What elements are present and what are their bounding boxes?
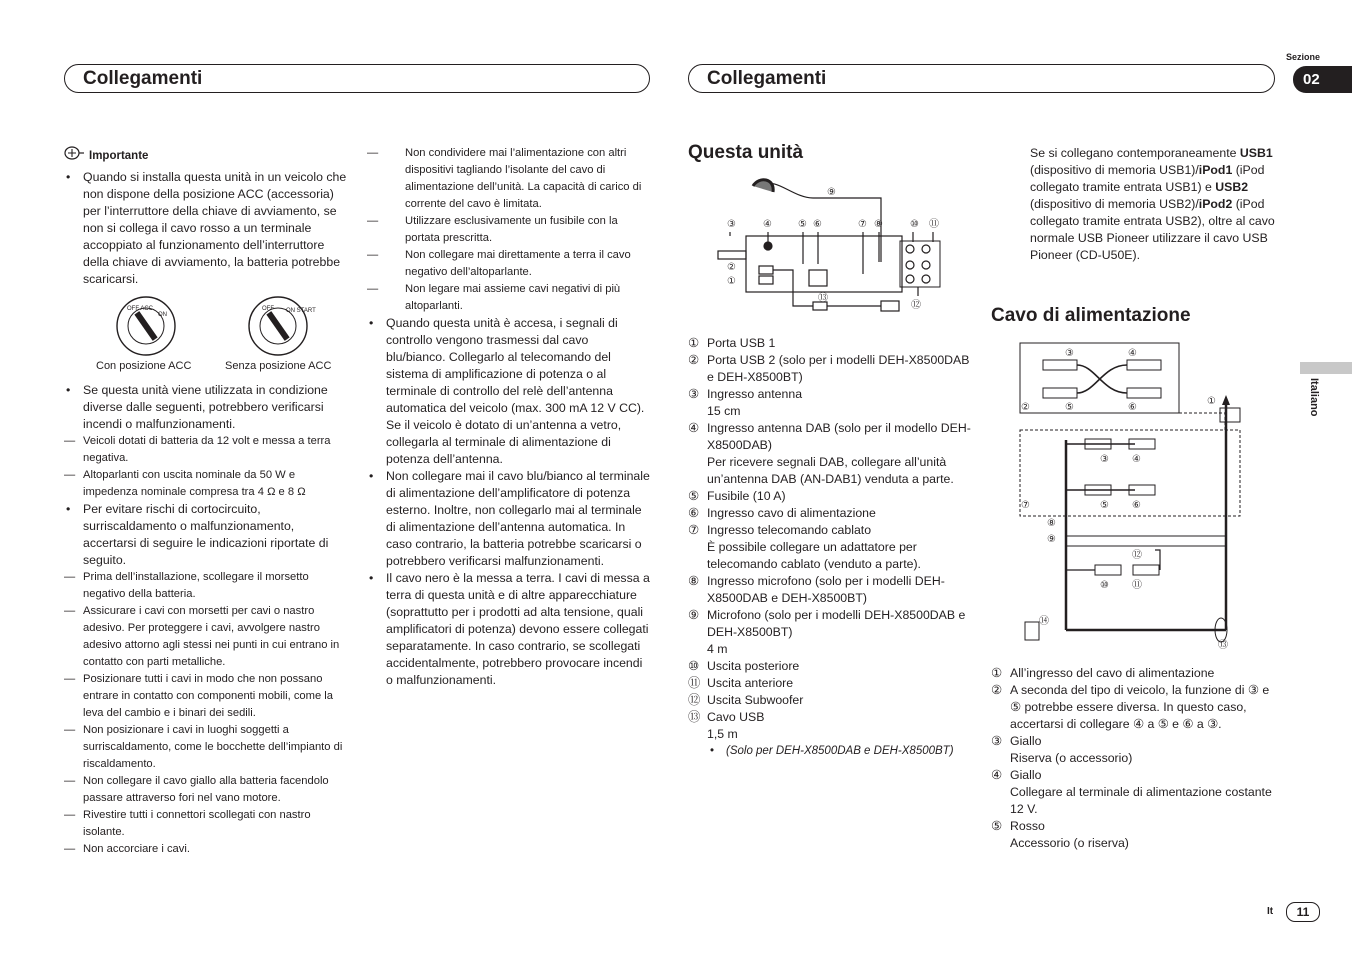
legend-item: ① All’ingresso del cavo di alimentazione xyxy=(991,666,1215,680)
dash-item: — Non condividere mai l’alimentazione con altri dispositivi tagliando l’isolante del cavo di alimentazione dell’unità. La capacità di carico di corrente del cavo è limitata. xyxy=(367,145,650,213)
power-legend xyxy=(991,665,1275,852)
bullet-short-circuit: • Per evitare rischi di cortocircuito, surriscaldamento o malfunzionamento, accertarsi di seguire le indicazioni riportate di seguito. xyxy=(64,501,347,569)
side-language-label: Italiano xyxy=(1308,378,1320,417)
ignition-acc-icon xyxy=(116,296,176,356)
dash-item: — Non posizionare i cavi in luoghi soggetti a surriscaldamento, come le bocchette dell’impianto di riscaldamento. xyxy=(64,722,347,773)
diagram-label: ② xyxy=(1021,402,1030,413)
diagram-label: ⑪ xyxy=(1132,580,1142,591)
bullet-acc: • Quando si installa questa unità in un veicolo che non dispone della posizione ACC (accessoria) per l’interruttore della chiave di avviamento, se non si collega il cavo rosso a un terminale accoppiato al funzionamento dell’interruttore della chiave di avviamento, la batteria potrebbe scaricarsi. xyxy=(64,169,347,288)
column-1 xyxy=(64,146,347,858)
legend-item: È possibile collegare un adattatore per telecomando cablato (venduto a parte). xyxy=(707,540,921,571)
legend-item: ⑦ Ingresso telecomando cablato xyxy=(688,523,872,537)
dash-item: — Non collegare mai direttamente a terra il cavo negativo dell’altoparlante. xyxy=(367,247,650,281)
sezione-label: Sezione xyxy=(1285,52,1320,62)
legend-item: Accessorio (o riserva) xyxy=(1010,836,1129,850)
diagram-label: ① xyxy=(1207,396,1216,407)
diagram-label: ③ xyxy=(727,219,736,230)
bullet-ground: • Il cavo nero è la messa a terra. I cavi di messa a terra di questa unità e di altre apparecchiature (soprattutto per i prodotti ad alta tensione, quali amplificatori di potenza) devono essere collegati separatamente. In caso contrario, se scollegati accidentalmente, potrebbero provocare incendi o malfunzionamenti. xyxy=(367,570,650,689)
caption-no-acc: Senza posizione ACC xyxy=(225,360,332,372)
legend-item: ⑤ Rosso xyxy=(991,819,1045,833)
dash-item: — Veicoli dotati di batteria da 12 volt e messa a terra negativa. xyxy=(64,433,347,467)
diagram-label: ⑧ xyxy=(1047,518,1056,529)
legend-item: ③ Ingresso antenna xyxy=(688,387,803,401)
diagram-label: ⑦ xyxy=(858,219,867,230)
bullet-conditions: • Se questa unità viene utilizzata in condizione diverse dalle seguenti, potrebbero verificarsi incendi o malfunzionamenti. xyxy=(64,382,347,433)
legend-item: 1,5 m xyxy=(707,727,738,741)
column-2 xyxy=(367,145,650,689)
dash-item: — Altoparlanti con uscita nominale da 50 W e impedenza nominale compresa tra 4 Ω e 8 Ω xyxy=(64,467,347,501)
legend-item: ⑧ Ingresso microfono (solo per i modelli DEH-X8500DAB e DEH-X8500BT) xyxy=(688,574,945,605)
legend-item: ④ Ingresso antenna DAB (solo per il modello DEH-X8500DAB) xyxy=(688,421,971,452)
legend-item: ⑨ Microfono (solo per i modelli DEH-X8500DAB e DEH-X8500BT) xyxy=(688,608,966,639)
diagram-label: ⑪ xyxy=(929,219,939,230)
dash-item: — Rivestire tutti i connettori scollegati con nastro isolante. xyxy=(64,807,347,841)
diagram-label: ⑥ xyxy=(1128,402,1137,413)
ignition-no-acc-icon xyxy=(248,296,316,356)
dash-item: — Non accorciare i cavi. xyxy=(64,841,347,858)
dash-item: — Utilizzare esclusivamente un fusibile con la portata prescritta. xyxy=(367,213,650,247)
questa-unita-heading: Questa unità xyxy=(688,142,804,163)
legend-item: 4 m xyxy=(707,642,728,656)
legend-item: Per ricevere segnali DAB, collegare all’unità un’antenna DAB (AN-DAB1) venduta a parte. xyxy=(707,455,954,486)
legend-item: ⑥ Ingresso cavo di alimentazione xyxy=(688,506,876,520)
dash-item: — Prima dell’installazione, scollegare il morsetto negativo della batteria. xyxy=(64,569,347,603)
diagram-label: ⑨ xyxy=(1047,534,1056,545)
caption-acc: Con posizione ACC xyxy=(96,360,192,372)
svg-text:OFF ACC: OFF ACC xyxy=(127,306,154,312)
legend-item: ⑩ Uscita posteriore xyxy=(688,659,800,673)
diagram-label: ① xyxy=(727,276,736,287)
diagram-label: ⑩ xyxy=(910,219,919,230)
diagram-label: ⑧ xyxy=(874,219,883,230)
diagram-label: ④ xyxy=(1132,454,1141,465)
legend-item: Riserva (o accessorio) xyxy=(1010,751,1133,765)
dash-item: — Posizionare tutti i cavi in modo che non possano entrare in contatto con componenti mobili, come la leva del cambio e i binari dei sedili. xyxy=(64,671,347,722)
importante-label: Importante xyxy=(89,150,149,163)
power-cable-diagram xyxy=(1015,340,1255,652)
svg-text:ON: ON xyxy=(158,312,167,318)
unit-legend xyxy=(688,335,978,760)
diagram-label: ⑥ xyxy=(1132,500,1141,511)
diagram-label: ⑭ xyxy=(1039,616,1049,627)
section-header-right xyxy=(688,64,1275,93)
legend-item: ① Porta USB 1 xyxy=(688,336,776,350)
diagram-label: ⑦ xyxy=(1021,500,1030,511)
diagram-label: ⑫ xyxy=(911,300,921,311)
svg-text:ON START: ON START xyxy=(286,308,316,314)
dash-item: — Non collegare il cavo giallo alla batteria facendolo passare attraverso fori nel vano motore. xyxy=(64,773,347,807)
diagram-label: ⑩ xyxy=(1100,580,1109,591)
hand-warning-icon xyxy=(64,146,86,166)
usb-paragraph: Se si collegano contemporaneamente USB1 (dispositivo di memoria USB1)/iPod1 (iPod collegato tramite entrata USB1) e USB2 (dispositivo di memoria USB2)/iPod2 (iPod collegato tramite entrata USB2), oltre al cavo normale USB Pioneer utilizzare il cavo USB Pioneer (CD-U50E). xyxy=(1030,146,1275,262)
unit-connections-diagram xyxy=(713,176,953,326)
legend-item: ④ Giallo xyxy=(991,768,1042,782)
diagram-label: ④ xyxy=(763,219,772,230)
diagram-label: ③ xyxy=(1065,348,1074,359)
diagram-label: ⑥ xyxy=(813,219,822,230)
section-header-left xyxy=(64,64,650,93)
diagram-label: ⑤ xyxy=(798,219,807,230)
diagram-label: ⑨ xyxy=(827,187,836,198)
legend-item: 15 cm xyxy=(707,404,741,418)
diagram-label: ④ xyxy=(1128,348,1137,359)
dash-item: — Non legare mai assieme cavi negativi di più altoparlanti. xyxy=(367,281,650,315)
legend-item: ② Porta USB 2 (solo per i modelli DEH-X8500DAB e DEH-X8500BT) xyxy=(688,353,970,384)
diagram-label: ⑤ xyxy=(1065,402,1074,413)
legend-note: • (Solo per DEH-X8500DAB e DEH-X8500BT) xyxy=(710,745,954,757)
legend-item: Collegare al terminale di alimentazione costante 12 V. xyxy=(1010,785,1272,816)
column-3 xyxy=(688,144,978,161)
legend-item: ⑬ Cavo USB xyxy=(688,710,765,724)
section-title-right: Collegamenti xyxy=(707,68,827,89)
section-title-left: Collegamenti xyxy=(83,68,203,89)
diagram-label: ⑫ xyxy=(1132,550,1142,561)
column-4 xyxy=(1030,145,1275,264)
bullet-no-blue-white: • Non collegare mai il cavo blu/bianco al terminale di alimentazione dell’amplificatore di potenza esterno. Inoltre, non collegarlo mai al terminale di alimentazione dell’antenna automatica. In caso contrario, la batteria potrebbe scaricarsi o potrebbero verificarsi malfunzionamenti. xyxy=(367,468,650,570)
dash-item: — Assicurare i cavi con morsetti per cavi o nastro adesivo. Per proteggere i cavi, avvolgere nastro adesivo attorno agli stessi nei punti in cui entrano in contatto con parti metalliche. xyxy=(64,603,347,671)
diagram-label: ② xyxy=(727,262,736,273)
svg-text:OFF: OFF xyxy=(262,306,274,312)
legend-item: ⑫ Uscita Subwoofer xyxy=(688,693,804,707)
legend-item: ⑤ Fusibile (10 A) xyxy=(688,489,786,503)
legend-item: ② A seconda del tipo di veicolo, la funzione di ③ e ⑤ potrebbe essere diversa. In questo caso, accertarsi di collegare ④ a ⑤ e ⑥ a ③. xyxy=(991,683,1270,731)
diagram-label: ⑬ xyxy=(1218,640,1228,651)
legend-item: ③ Giallo xyxy=(991,734,1042,748)
diagram-label: ⑬ xyxy=(818,293,828,304)
language-code: It xyxy=(1267,906,1274,917)
section-number-badge: 02 xyxy=(1293,66,1352,93)
bullet-blue-white: • Quando questa unità è accesa, i segnali di controllo vengono trasmessi dal cavo blu/bianco. Collegarlo al telecomando del sistema di amplificazione di potenza o al terminale di controllo del relè dell’antenna automatica del veicolo (max. 300 mA 12 V CC). Se il veicolo è dotato di un’antenna a vetro, collegarla al terminale di alimentazione di potenza dell’antenna. xyxy=(367,315,650,468)
page-number: 11 xyxy=(1286,902,1320,922)
diagram-label: ③ xyxy=(1100,454,1109,465)
legend-item: ⑪ Uscita anteriore xyxy=(688,676,794,690)
ignition-illustrations xyxy=(64,288,347,382)
side-tab xyxy=(1300,362,1352,374)
cavo-alimentazione-heading: Cavo di alimentazione xyxy=(991,305,1191,326)
diagram-label: ⑤ xyxy=(1100,500,1109,511)
